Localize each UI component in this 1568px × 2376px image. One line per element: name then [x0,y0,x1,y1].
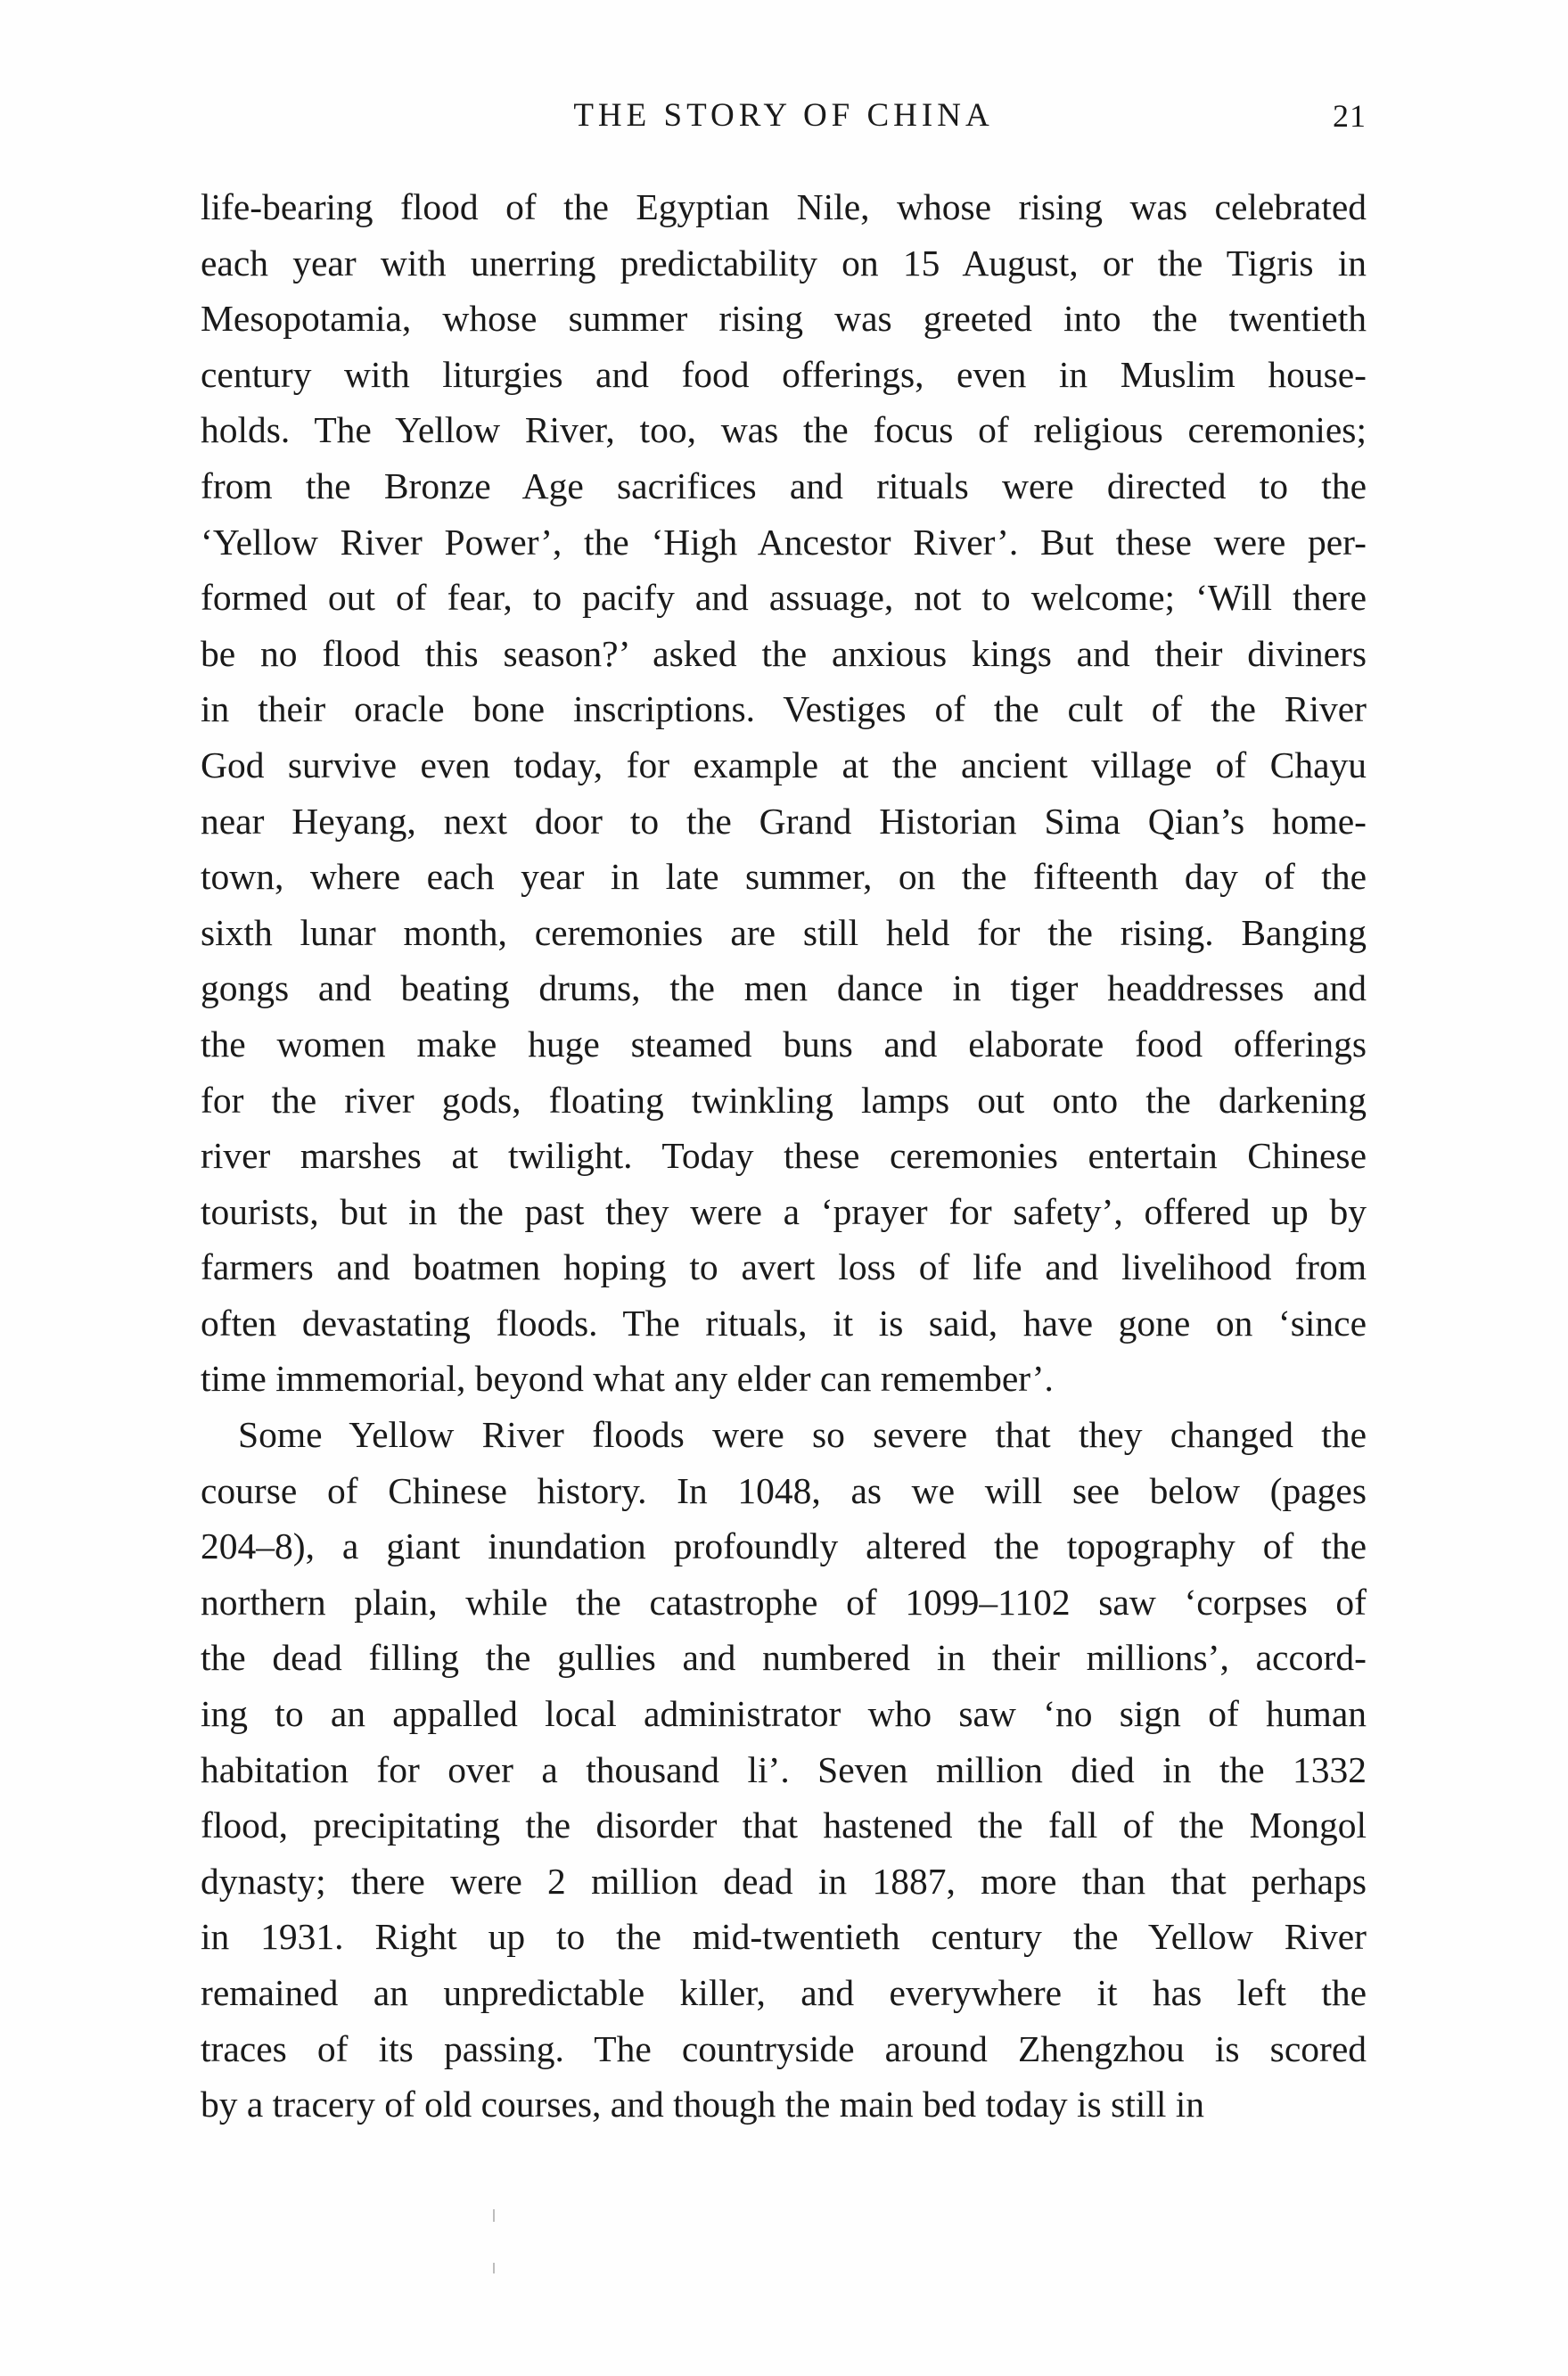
text-line: course of Chinese history. In 1048, as we will see below (pages [201,1469,1367,1511]
text-line: from the Bronze Age sacrifices and rituals were directed to the [201,465,1367,506]
text-line: traces of its passing. The countryside around Zhengzhou is scored [201,2027,1367,2069]
text-line: habitation for over a thousand li’. Seven million died in the 1332 [201,1748,1367,1790]
text-line: by a tracery of old courses, and though the main bed today is still in [201,2084,1205,2125]
text-line: Mesopotamia, whose summer rising was greeted into the twentieth [201,298,1367,340]
text-line: Some Yellow River floods were so severe that they changed the [238,1414,1367,1456]
text-line: ing to an appalled local administrator who saw ‘no sign of human [201,1693,1367,1735]
text-line: sixth lunar month, ceremonies are still held for the rising. Banging [201,911,1367,953]
text-line: for the river gods, floating twinkling lamps out onto the darkening [201,1079,1367,1121]
text-line: farmers and boatmen hoping to avert loss of life and livelihood from [201,1246,1367,1288]
text-line: flood, precipitating the disorder that hastened the fall of the Mongol [201,1805,1367,1846]
text-line: be no flood this season?’ asked the anxious kings and their diviners [201,632,1367,674]
text-line: God survive even today, for example at the ancient village of Chayu [201,744,1367,785]
text-line: century with liturgies and food offerings, even in Muslim house- [201,353,1367,395]
text-line: the women make huge steamed buns and elaborate food offerings [201,1023,1367,1065]
text-line: near Heyang, next door to the Grand Historian Sima Qian’s home- [201,800,1367,842]
scan-mark [493,2263,495,2273]
text-line: often devastating floods. The rituals, it is said, have gone on ‘since [201,1302,1367,1344]
text-line: life-bearing flood of the Egyptian Nile, whose rising was celebrated [201,186,1367,227]
running-head [201,89,1367,143]
text-line: ‘Yellow River Power’, the ‘High Ancestor River’. But these were per- [201,521,1367,563]
page-number: 21 [1333,98,1367,134]
scan-mark [493,2209,495,2222]
text-line: town, where each year in late summer, on the fifteenth day of the [201,856,1367,898]
paragraph [201,1407,1367,2133]
text-line: each year with unerring predictability on 15 August, or the Tigris in [201,242,1367,284]
text-line: time immemorial, beyond what any elder can remember’. [201,1358,1054,1400]
text-line: in their oracle bone inscriptions. Vestiges of the cult of the River [201,688,1367,730]
text-line: tourists, but in the past they were a ‘prayer for safety’, offered up by [201,1190,1367,1232]
text-line: 204–8), a giant inundation profoundly altered the topography of the [201,1525,1367,1567]
text-line: remained an unpredictable killer, and everywhere it has left the [201,1972,1367,2013]
body-text [201,179,1367,2133]
text-line: formed out of fear, to pacify and assuage, not to welcome; ‘Will there [201,577,1367,619]
text-line: holds. The Yellow River, too, was the focus of religious ceremonies; [201,409,1367,451]
text-line: dynasty; there were 2 million dead in 1887, more than that perhaps [201,1860,1367,1902]
text-line: the dead filling the gullies and numbered in their millions’, accord- [201,1637,1367,1679]
text-line: in 1931. Right up to the mid-twentieth century the Yellow River [201,1916,1367,1958]
text-line: river marshes at twilight. Today these ceremonies entertain Chinese [201,1135,1367,1177]
running-title: THE STORY OF CHINA [573,97,994,134]
text-line: northern plain, while the catastrophe of 1099–1102 saw ‘corpses of [201,1581,1367,1623]
text-line: gongs and beating drums, the men dance in tiger headdresses and [201,967,1367,1009]
paragraph [201,179,1367,1407]
